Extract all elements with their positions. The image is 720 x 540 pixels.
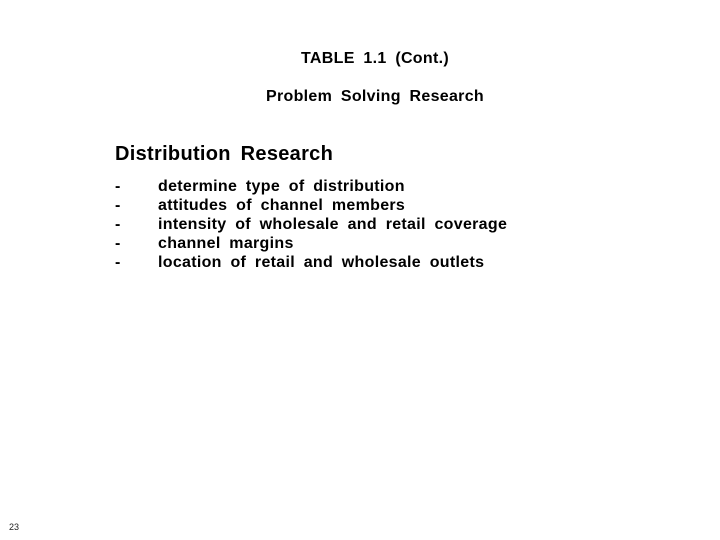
list-item-text: determine type of distribution	[158, 178, 405, 195]
list-item	[115, 215, 507, 234]
list-item-text: location of retail and wholesale outlets	[158, 254, 485, 271]
list-item	[115, 177, 507, 196]
table-subtitle: Problem Solving Research	[266, 88, 484, 105]
list-item-text: channel margins	[158, 235, 294, 252]
bullet-dash: -	[115, 254, 121, 271]
list-item	[115, 253, 507, 272]
section-heading: Distribution Research	[115, 143, 334, 165]
page-number: 23	[9, 522, 20, 532]
bullet-dash: -	[115, 197, 121, 214]
bullet-list	[115, 177, 507, 272]
table-title: TABLE 1.1 (Cont.)	[301, 50, 449, 67]
bullet-dash: -	[115, 235, 121, 252]
list-item	[115, 196, 507, 215]
list-item	[115, 234, 507, 253]
bullet-dash: -	[115, 216, 121, 233]
bullet-dash: -	[115, 178, 121, 195]
list-item-text: intensity of wholesale and retail coverage	[158, 216, 508, 233]
list-item-text: attitudes of channel members	[158, 197, 406, 214]
